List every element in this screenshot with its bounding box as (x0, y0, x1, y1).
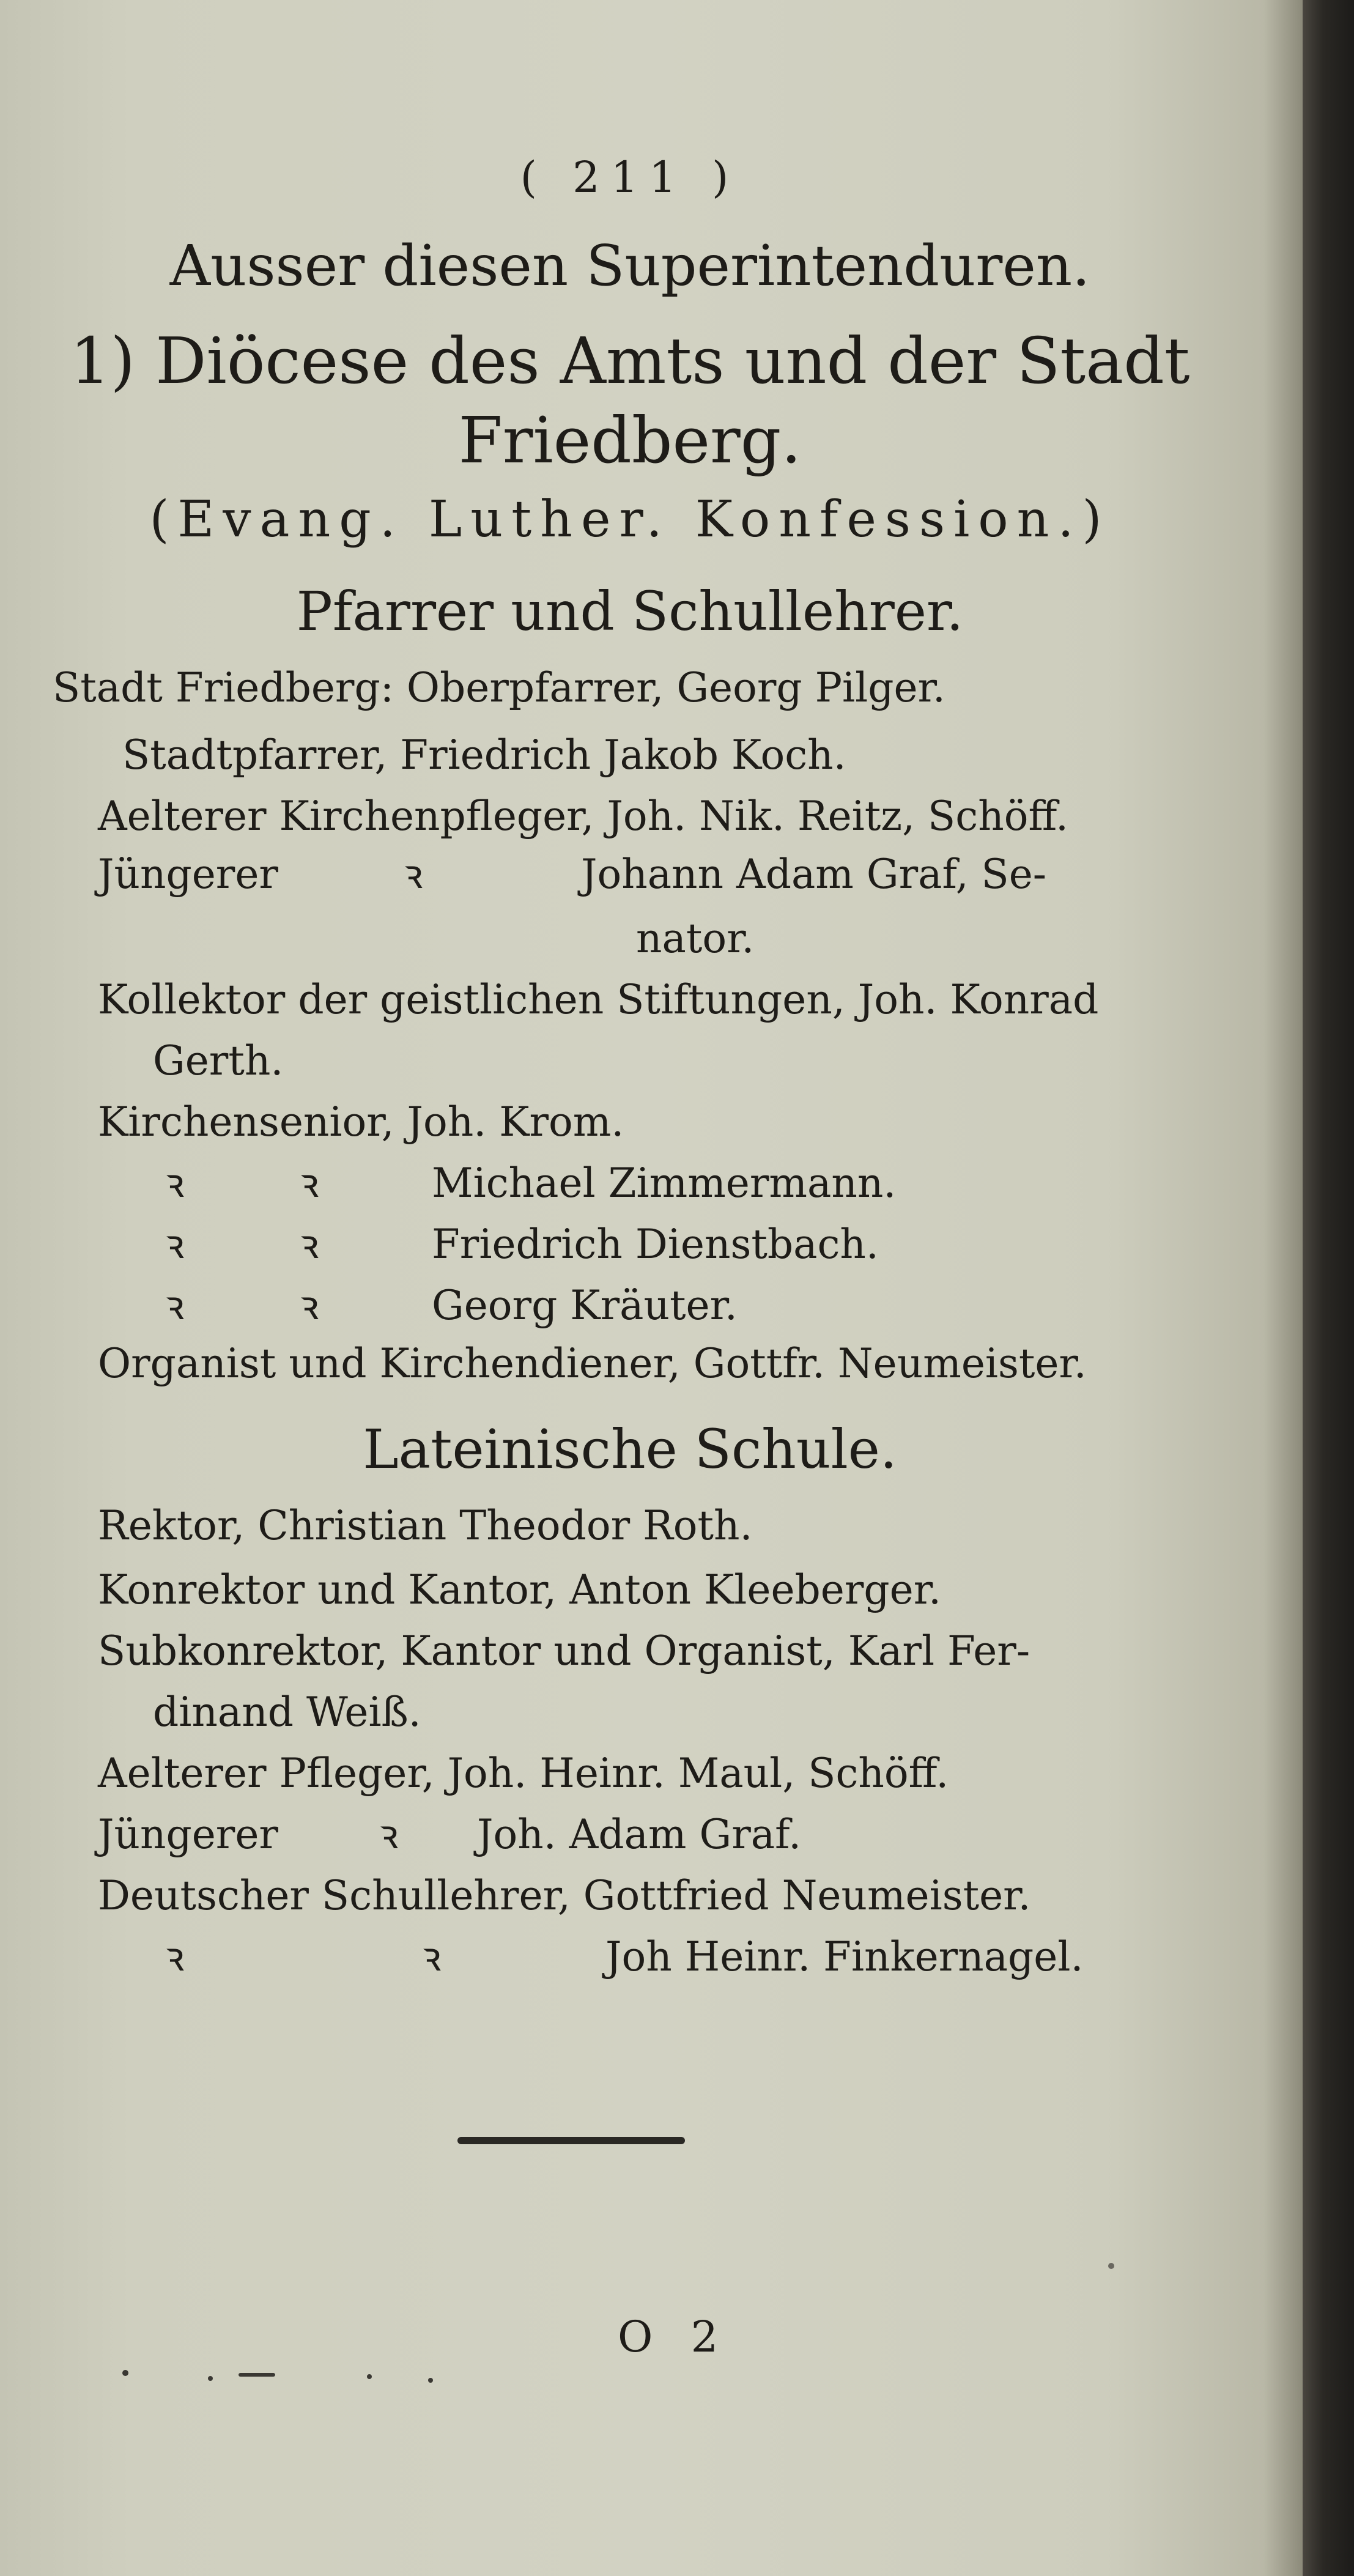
section-heading-pfarrer: Pfarrer und Schullehrer. (296, 580, 964, 643)
entry-line: Stadtpfarrer, Friedrich Jakob Koch. (122, 731, 846, 779)
book-spine (1303, 0, 1354, 2576)
ink-speck (239, 2373, 275, 2377)
ditto-mark: ꝛ (300, 1160, 319, 1207)
ditto-mark: ꝛ (422, 1933, 442, 1980)
heading-diocese-line-1: 1) Diöcese des Amts und der Stadt (70, 324, 1190, 398)
entry-line: Subkonrektor, Kantor und Organist, Karl Fer- (98, 1627, 1030, 1675)
ditto-mark: ꝛ (404, 851, 423, 898)
entry-line: Gerth. (153, 1037, 284, 1084)
entry-line: Kirchensenior, Joh. Krom. (98, 1098, 624, 1146)
entry-line: Joh. Adam Graf. (477, 1811, 802, 1858)
ditto-mark: ꝛ (165, 1282, 185, 1329)
ditto-mark: ꝛ (165, 1933, 185, 1980)
entry-line: Jüngerer (98, 851, 278, 898)
ditto-mark: ꝛ (379, 1811, 399, 1858)
ink-speck (1108, 2263, 1114, 2269)
entry-line: Aelterer Kirchenpfleger, Joh. Nik. Reitz, Schöff. (98, 793, 1068, 840)
entry-line: Stadt Friedberg: Oberpfarrer, Georg Pilger. (53, 664, 945, 711)
entry-line: nator. (636, 915, 755, 962)
ink-speck (367, 2374, 372, 2379)
heading-main: Ausser diesen Superintenduren. (169, 233, 1090, 298)
ditto-mark: ꝛ (165, 1221, 185, 1268)
ditto-mark: ꝛ (300, 1221, 319, 1268)
section-heading-lateinische-schule: Lateinische Schule. (363, 1418, 897, 1481)
ink-speck (208, 2376, 213, 2381)
entry-line: Deutscher Schullehrer, Gottfried Neumeister. (98, 1872, 1031, 1919)
entry-line: Organist und Kirchendiener, Gottfr. Neumeister. (98, 1340, 1087, 1387)
page-number: ( 211 ) (520, 152, 740, 202)
heading-diocese-line-2: Friedberg. (458, 403, 802, 478)
entry-line: Aelterer Pfleger, Joh. Heinr. Maul, Schöff. (98, 1750, 949, 1797)
entry-line: Michael Zimmermann. (432, 1160, 897, 1207)
entry-line: Konrektor und Kantor, Anton Kleeberger. (98, 1566, 941, 1613)
entry-line: Kollektor der geistlichen Stiftungen, Joh. Konrad (98, 976, 1099, 1023)
entry-line: Georg Kräuter. (432, 1282, 738, 1329)
ditto-mark: ꝛ (165, 1160, 185, 1207)
heading-confession: (Evang. Luther. Konfession.) (149, 490, 1111, 549)
entry-line: Joh Heinr. Finkernagel. (605, 1933, 1084, 1980)
signature-mark: O 2 (618, 2312, 731, 2362)
ink-speck (122, 2370, 128, 2376)
ink-speck (428, 2378, 433, 2383)
entry-line: Jüngerer (98, 1811, 278, 1858)
ditto-mark: ꝛ (300, 1282, 319, 1329)
entry-line: Friedrich Dienstbach. (432, 1221, 879, 1268)
entry-line: Johann Adam Graf, Se- (581, 851, 1047, 898)
entry-line: dinand Weiß. (153, 1689, 421, 1736)
closing-rule (457, 2137, 685, 2144)
entry-line: Rektor, Christian Theodor Roth. (98, 1502, 753, 1549)
